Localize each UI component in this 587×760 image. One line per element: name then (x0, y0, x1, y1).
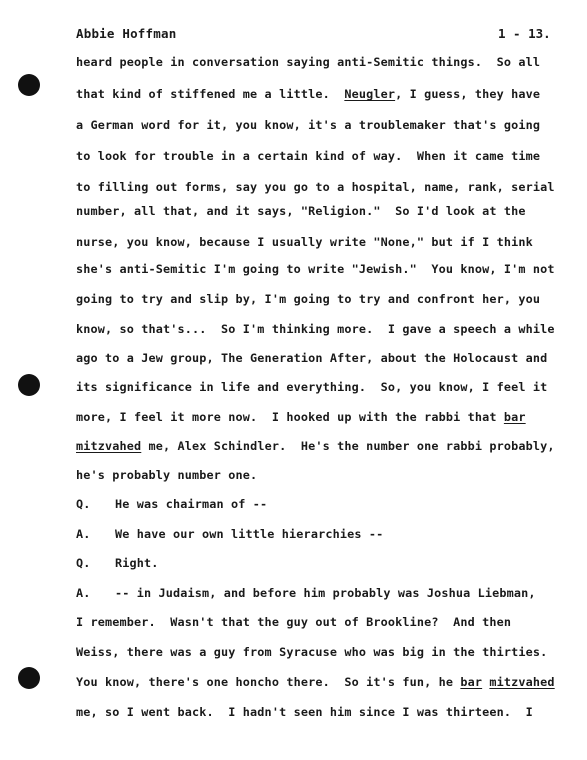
text-line: she's anti-Semitic I'm going to write "Jewish." You know, I'm not (76, 262, 555, 276)
text-line: its significance in life and everything. So, you know, I feel it (76, 380, 548, 394)
answer-line: A. We have our own little hierarchies -- (76, 527, 384, 541)
text-line: he's probably number one. (76, 468, 258, 482)
text-line: mitzvahed me, Alex Schindler. He's the number one rabbi probably, (76, 439, 555, 453)
underlined-word: Neugler (344, 87, 396, 101)
text-line: nurse, you know, because I usually write "None," but if I think (76, 235, 533, 249)
text-line: to look for trouble in a certain kind of way. When it came time (76, 149, 541, 163)
underlined-word: mitzvahed (76, 439, 142, 453)
binder-hole (18, 667, 40, 689)
underlined-word: bar (460, 675, 483, 689)
binder-hole (18, 74, 40, 96)
text-line: that kind of stiffened me a little. Neugler, I guess, they have (76, 87, 541, 101)
binder-hole (18, 374, 40, 396)
text-line: know, so that's... So I'm thinking more. I gave a speech a while (76, 322, 555, 336)
text-line: number, all that, and it says, "Religion." So I'd look at the (76, 204, 526, 218)
page-number: 1 - 13. (498, 26, 551, 41)
question-line: Q. Right. (76, 556, 159, 570)
speaker-tag: Q. (76, 497, 91, 511)
speaker-tag: A. (76, 586, 91, 600)
answer-line: A. -- in Judaism, and before him probably was Joshua Liebman, (76, 586, 536, 600)
text-line: me, so I went back. I hadn't seen him since I was thirteen. I (76, 705, 533, 719)
text-line: a German word for it, you know, it's a troublemaker that's going (76, 118, 541, 132)
underlined-word: bar (503, 410, 526, 424)
text-line: to filling out forms, say you go to a hospital, name, rank, serial (76, 180, 555, 194)
text-line: more, I feel it more now. I hooked up with the rabbi that bar (76, 410, 526, 424)
text-line: Weiss, there was a guy from Syracuse who was big in the thirties. (76, 645, 548, 659)
question-line: Q. He was chairman of -- (76, 497, 268, 511)
underlined-word: mitzvahed (489, 675, 555, 689)
page-header-name: Abbie Hoffman (76, 26, 177, 41)
speaker-tag: A. (76, 527, 91, 541)
text-line: ago to a Jew group, The Generation After, about the Holocaust and (76, 351, 548, 365)
text-line: You know, there's one honcho there. So it's fun, he bar mitzvahed (76, 675, 555, 689)
speaker-tag: Q. (76, 556, 91, 570)
text-line: going to try and slip by, I'm going to try and confront her, you (76, 292, 541, 306)
text-line: I remember. Wasn't that the guy out of Brookline? And then (76, 615, 512, 629)
text-line: heard people in conversation saying anti-Semitic things. So all (76, 55, 541, 69)
